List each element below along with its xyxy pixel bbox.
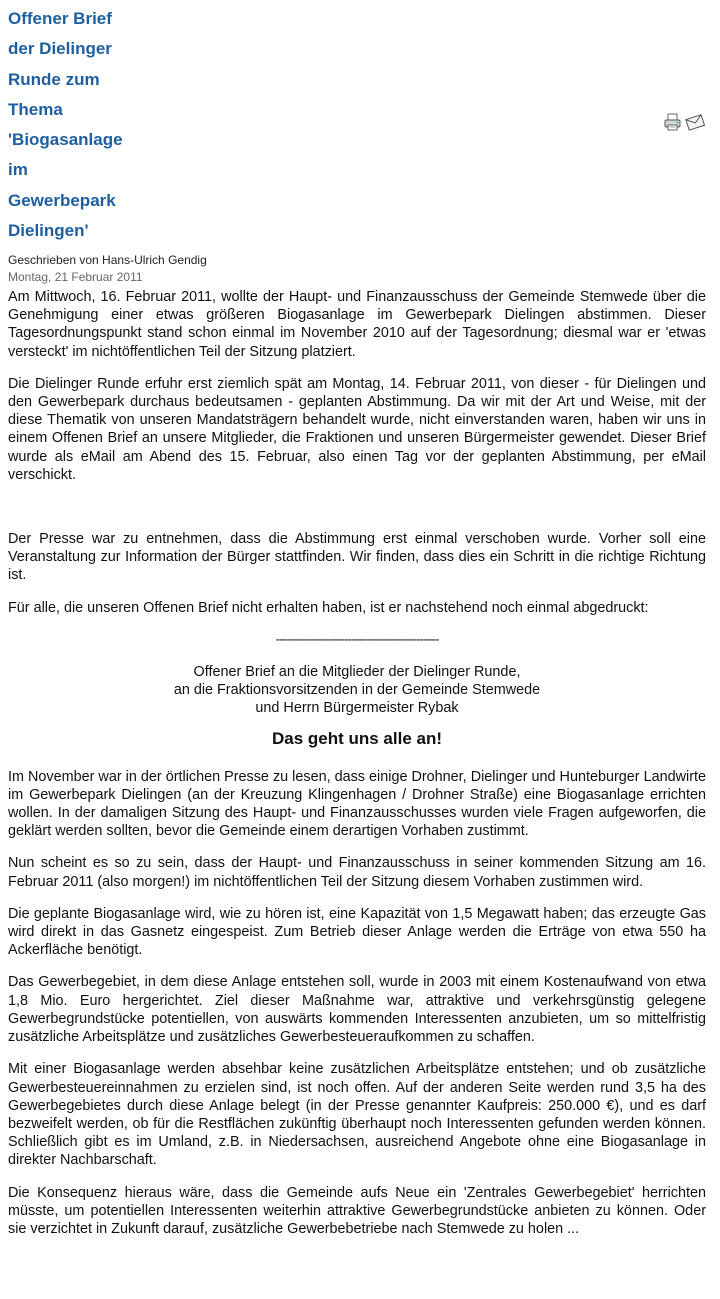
spacer <box>8 498 706 530</box>
body-paragraph: Der Presse war zu entnehmen, dass die Abstimmung erst einmal verschoben wurde. Vorher soll eine Veranstaltung zur Information der Bürger stattfinden. Wir finden, dass dies ein Schritt in die richtige Richtung ist. <box>8 531 706 584</box>
body-paragraph: Am Mittwoch, 16. Februar 2011, wollte der Haupt- und Finanzausschuss der Gemeinde Stemwede über die Genehmigung einer etwas größeren Biogasanlage im Gewerbepark Dielingen abstimmen. Dieser Tagesordnungspunkt stand schon einmal im November 2010 auf der Tagesordnung; diesmal war er 'etwas versteckt' im nichtöffentlichen Teil der Sitzung platziert. <box>8 289 706 360</box>
article-body <box>8 288 706 1252</box>
letter-address <box>8 663 706 718</box>
address-line: an die Fraktionsvorsitzenden in der Gemeinde Stemwede <box>173 682 541 699</box>
address-line: und Herrn Bürgermeister Rybak <box>255 700 459 717</box>
letter-paragraph: Die Konsequenz hieraus wäre, dass die Gemeinde aufs Neue ein 'Zentrales Gewerbegebiet' herrichten müsste, um potentiellen Interessenten weiterhin attraktive Gewerbegrundstücke anbieten zu können. Oder sie verzichtet in Zukunft darauf, zusätzliche Gewerbebetriebe nach Stemwede zu holen ... <box>8 1184 706 1237</box>
article-meta <box>8 252 207 286</box>
author-line: Geschrieben von Hans-Ulrich Gendig <box>8 253 207 267</box>
article-title <box>8 4 188 246</box>
title-line: im <box>8 160 28 180</box>
title-line: Dielingen' <box>8 221 89 241</box>
title-line: Offener Brief <box>8 9 112 28</box>
address-line: Offener Brief an die Mitglieder der Dielinger Runde, <box>193 664 521 681</box>
letter-paragraph: Die geplante Biogasanlage wird, wie zu hören ist, eine Kapazität von 1,5 Megawatt haben; das erzeugte Gas wird direkt in das Gasnetz eingespeist. Zum Betrieb dieser Anlage werden die Erträge von etwa 550 ha Ackerfläche benötigt. <box>8 905 706 959</box>
letter-paragraph: Mit einer Biogasanlage werden absehbar keine zusätzlichen Arbeitsplätze entstehen; und ob zusätzliche Gewerbesteuereinnahmen zu erzielen sind, ist noch offen. Auf der anderen Seite werden rund 3,5 ha des Gewerbegebietes durch diese Anlage belegt (in der Presse genannter Kaufpreis: 250.000 €), und es darf bezweifelt werden, ob für die Restflächen zukünftig überhaupt noch Interessenten gefunden werden können. Schließlich gibt es im Umland, z.B. in Niedersachsen, ausreichend Angebote ohne eine Biogasanlage in direkter Nachbarschaft. <box>8 1061 706 1169</box>
title-line: Thema <box>8 99 63 119</box>
email-icon[interactable] <box>685 112 705 132</box>
letter-headline: Das geht uns alle an! <box>271 728 443 748</box>
letter-paragraph: Nun scheint es so zu sein, dass der Haupt- und Finanzausschuss in seiner kommenden Sitzung am 16. Februar 2011 (also morgen!) im nichtöffentlichen Teil der Sitzung diesem Vorhaben zustimmen wird. <box>8 855 706 890</box>
title-line: Runde zum <box>8 69 100 89</box>
separator-line: ------------------------------------------- <box>275 631 439 648</box>
title-line: Gewerbepark <box>8 190 116 210</box>
title-line: 'Biogasanlage <box>8 130 123 150</box>
body-paragraph: Für alle, die unseren Offenen Brief nicht erhalten haben, ist er nachstehend noch einmal abgedruckt: <box>8 599 649 616</box>
print-icon[interactable] <box>663 112 683 132</box>
title-line: der Dielinger <box>8 39 112 59</box>
letter-paragraph: Das Gewerbegebiet, in dem diese Anlage entstehen soll, wurde in 2003 mit einem Kostenaufwand von etwa 1,8 Mio. Euro hergerichtet. Ziel dieser Maßnahme war, attraktive und verkehrsgünstig gelegene Gewerbegrundstücke potentiellen, von auswärts kommenden Interessenten anzubieten, um so mittelfristig zusätzliche Arbeitsplätze und zusätzliches Gewerbesteueraufkommen zu schaffen. <box>8 974 706 1046</box>
letter-paragraph: Im November war in der örtlichen Presse zu lesen, dass einige Drohner, Dielinger und Hunteburger Landwirte im Gewerbepark Dielingen (an der Kreuzung Klingenhagen / Drohner Straße) eine Biogasanlage errichten wollen. In der damaligen Sitzung des Haupt- und Finanzausschusses wurden viele Fragen aufgeworfen, die geklärt werden sollten, bevor die Gemeinde einem derartigen Vorhaben zustimmt. <box>8 768 706 840</box>
article-tools <box>663 112 705 132</box>
body-paragraph: Die Dielinger Runde erfuhr erst ziemlich spät am Montag, 14. Februar 2011, von dieser - für Dielingen und den Gewerbepark durchaus bedeutsamen - geplanten Abstimmung. Da wir mit der Art und Weise, mit der diese Thematik von unseren Mandatsträgern behandelt wurde, nicht einverstanden waren, haben wir uns in einem Offenen Brief an unsere Mitglieder, die Fraktionen und unseren Bürgermeister gewendet. Dieser Brief wurde als eMail am Abend des 15. Februar, also einen Tag vor der geplanten Abstimmung, per eMail verschickt. <box>8 375 706 483</box>
date-line: Montag, 21 Februar 2011 <box>8 270 143 284</box>
